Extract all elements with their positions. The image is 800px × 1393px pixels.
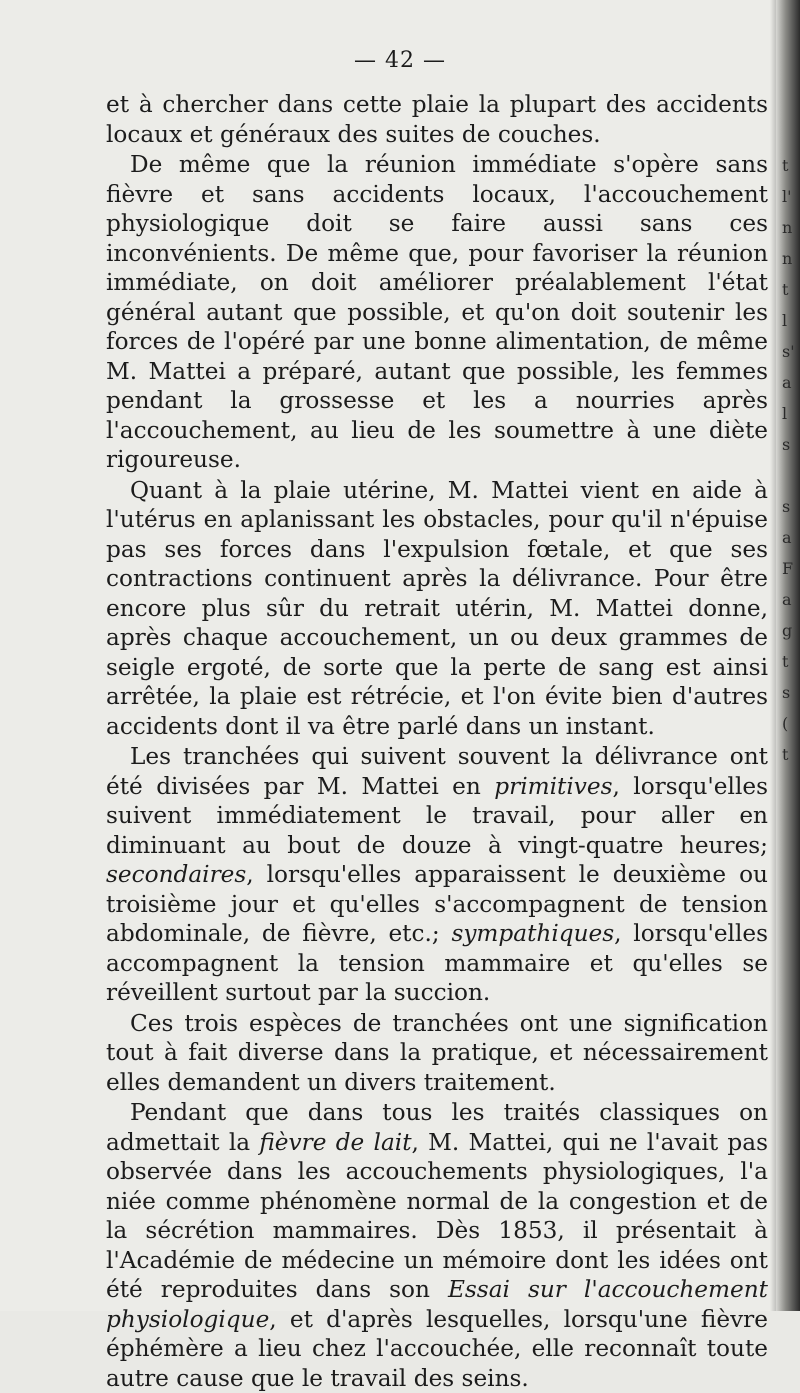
italic-term: sympathiques [451,920,615,947]
text-run: Pendant que dans tous les traités classiques on admettait la [106,1099,768,1156]
text-run: Ces trois espèces de tranchées ont une signification tout à fait diverse dans la pratique, et nécessairement elles demandent un divers traitement. [106,1009,768,1096]
text-run: Les tranchées qui suivent souvent la délivrance ont été divisées par M. Mattei en [106,743,768,800]
paragraph [106,150,768,475]
text-run: Quant à la plaie utérine, M. Mattei vient en aide à l'utérus en aplanissant les obstacles, pour qu'il n'épuise pas ses forces dans l'expulsion fœtale, et que ses contractions continuent après la délivrance. Pour être encore plus sûr du retrait utérin, M. Mattei donne, après chaque accouchement, un ou deux grammes de seigle ergoté, de sorte que la perte de sang est ainsi arrêtée, la plaie est rétrécie, et l'on évite bien d'autres accidents dont il va être parlé dans un instant. [106,476,768,740]
page-number: — 42 — [354,48,446,73]
body-text [106,90,768,1393]
text-run: De même que la réunion immédiate s'opère sans fièvre et sans accidents locaux, l'accouchement physiologique doit se faire aussi sans ces inconvénients. De même que, pour favoriser la réunion immédiate, on doit améliorer préalablement l'état général autant que possible, et qu'on doit soutenir les forces de l'opéré par une bonne alimentation, de même M. Mattei a préparé, autant que possible, les femmes pendant la grossesse et les a nourries après l'accouchement, au lieu de les soumettre à une diète rigoureuse. [106,151,768,473]
italic-term: fièvre de lait [259,1128,412,1156]
paragraph [106,90,768,149]
text-run: , M. Mattei, qui ne l'avait pas observée dans les accouchements physiologiques, l'a niée comme phénomène normal de la congestion et de la sécrétion mammaires. Dès 1853, il présentait à l'Académie de médecine un mémoire dont les idées ont été reproduites dans son [106,1128,768,1303]
text-run: , et d'après lesquelles, lorsqu'une fièvre éphémère a lieu chez l'accouchée, elle reconnaît toute autre cause que le travail des seins. [106,1305,768,1392]
paragraph [106,1009,768,1098]
paragraph [106,742,768,1008]
italic-term: secondaires [106,861,247,888]
italic-term: Essai sur l'accouchement physiologique [106,1276,768,1333]
italic-term: primitives [494,772,613,800]
text-run: et à chercher dans cette plaie la plupart des accidents locaux et généraux des suites de couches. [106,91,768,148]
paragraph [106,476,768,742]
text-run: , lorsqu'elles apparaissent le deuxième ou troisième jour et qu'elles s'accompagnent de tension abdominale, de fièvre, etc.; [106,861,768,947]
text-run: , lorsqu'elles suivent immédiatement le travail, pour aller en diminuant au bout de douze à vingt-quatre heures; [106,772,768,859]
paragraph [106,1098,768,1393]
adjacent-page-edge [776,0,800,1311]
adjacent-page-letters: t l' n n t l s' a l s s a F a g t s ( t [782,156,795,764]
text-run: , lorsqu'elles accompagnent la tension mammaire et qu'elles se réveillent surtout par la succion. [106,920,768,1006]
